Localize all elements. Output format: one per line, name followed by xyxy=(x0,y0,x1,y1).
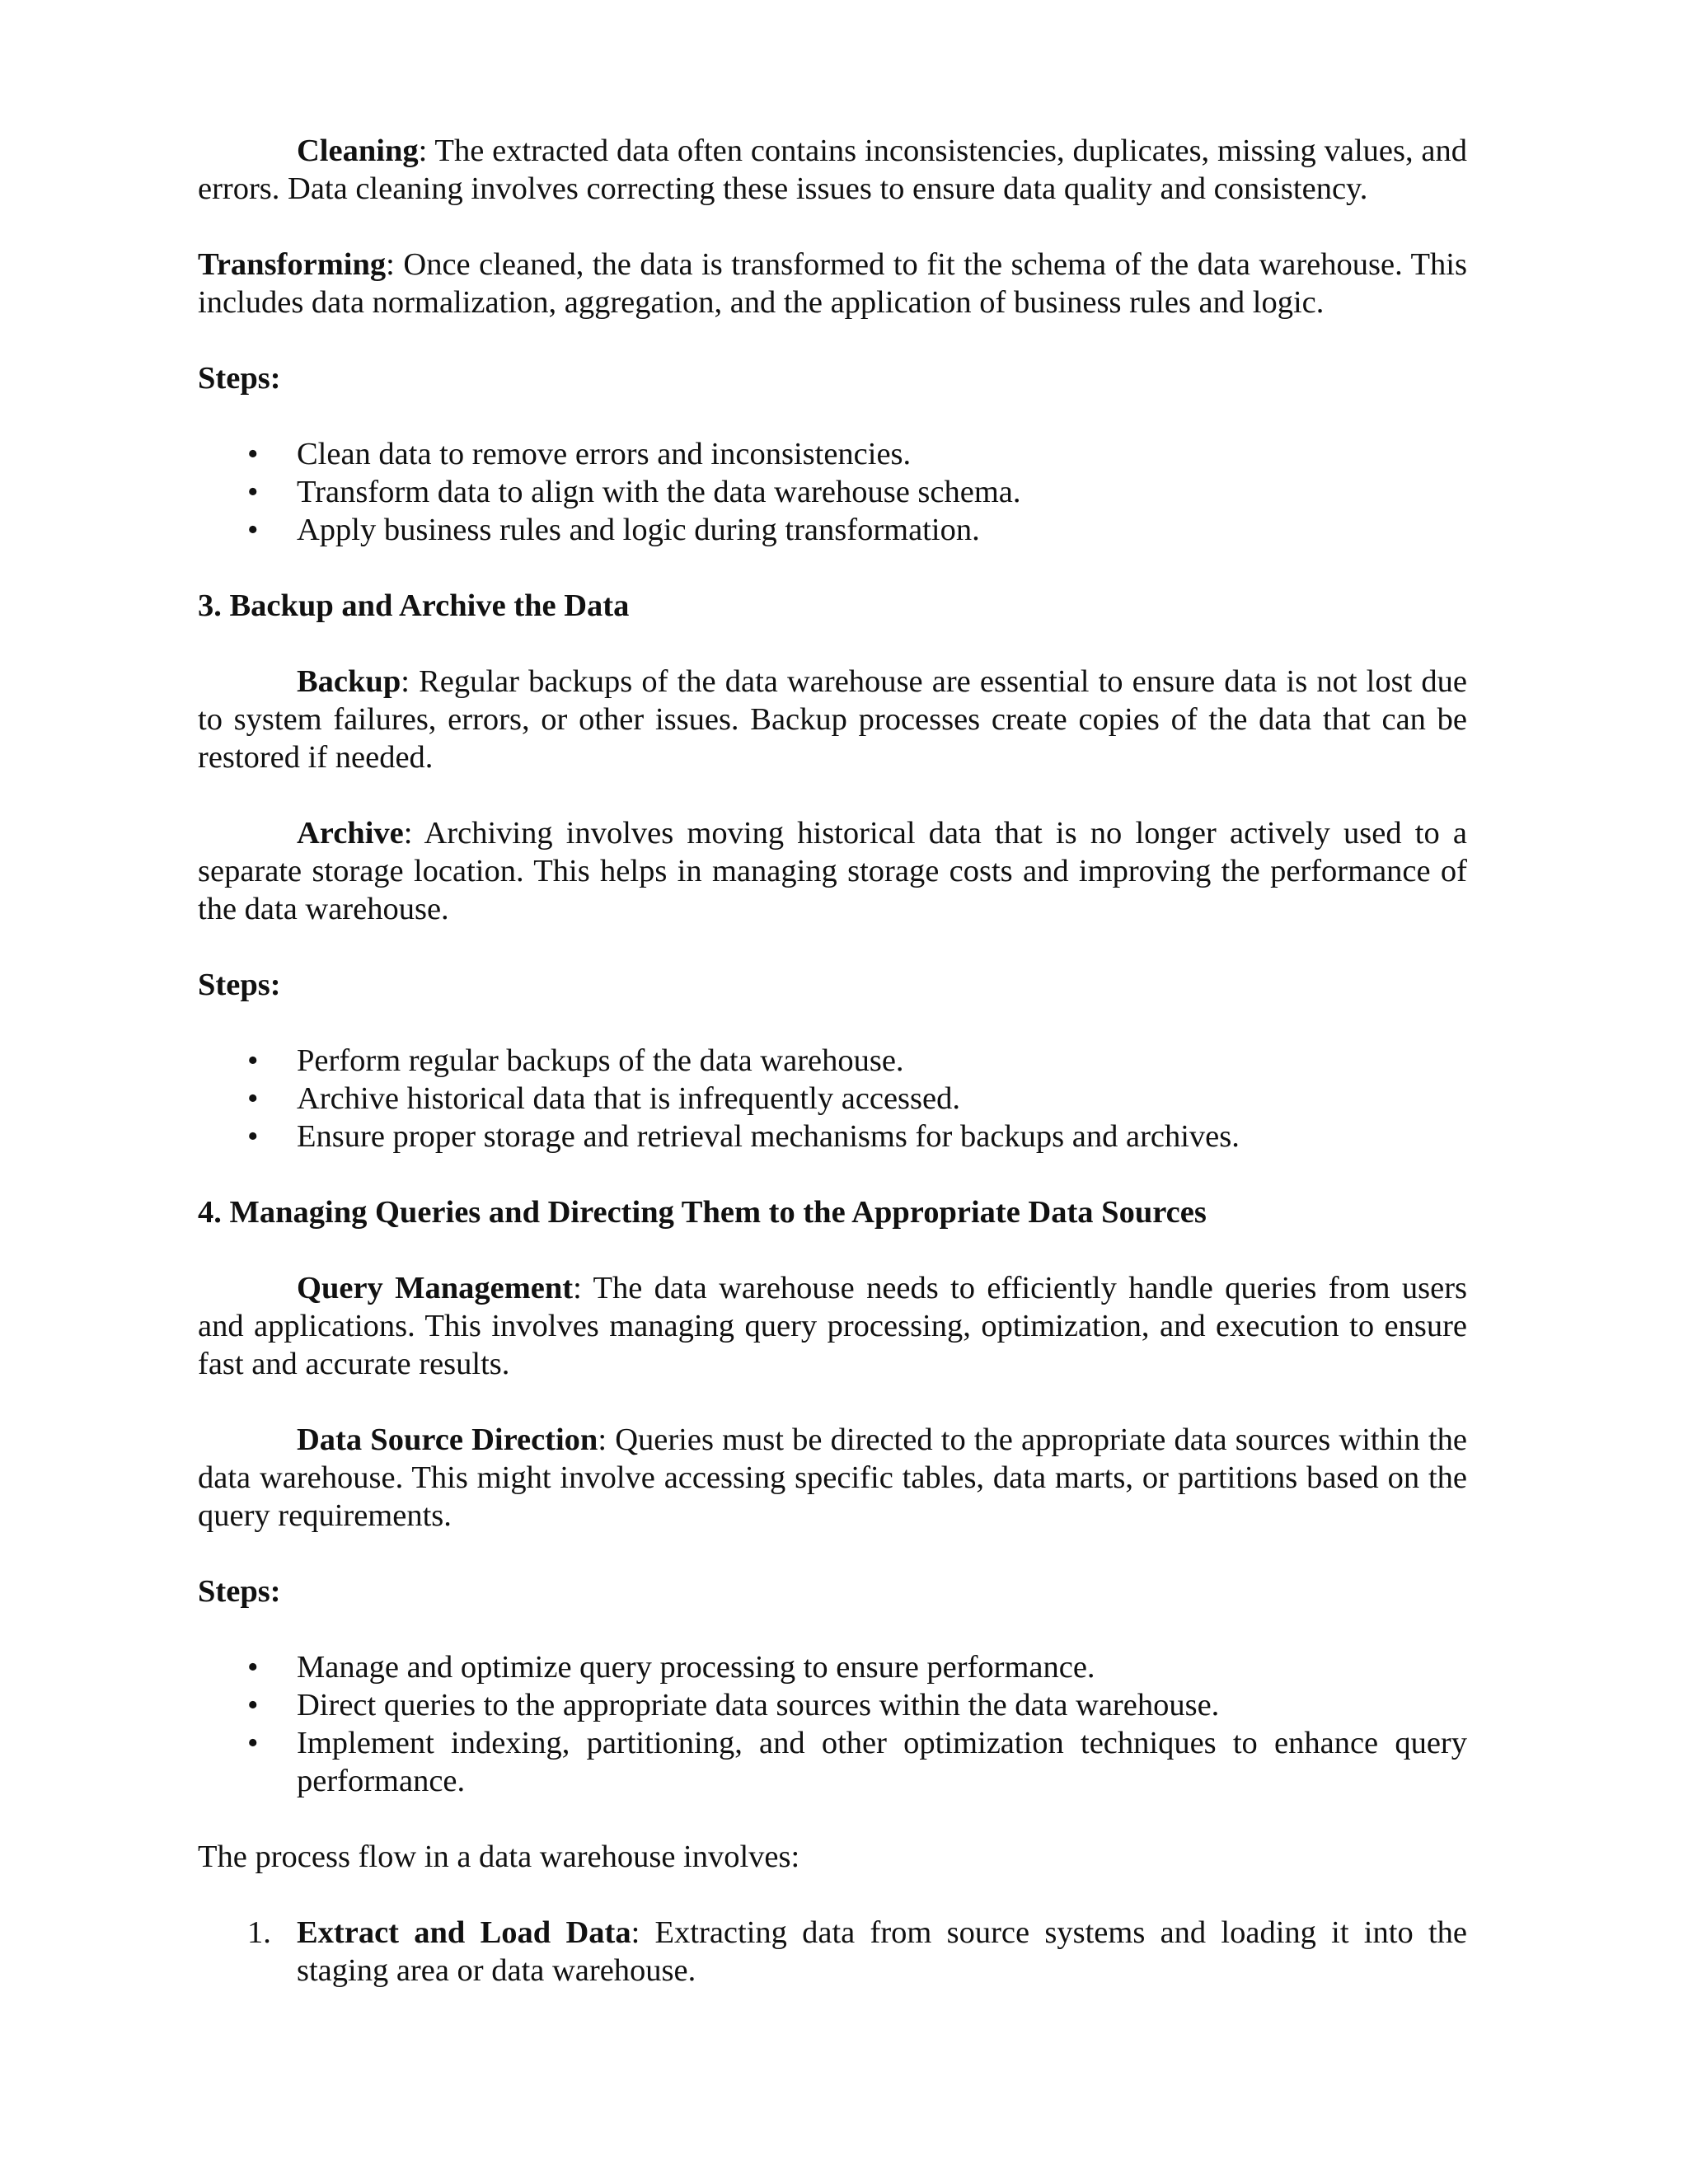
bullet-icon: • xyxy=(247,437,259,471)
bullet-icon: • xyxy=(247,1119,259,1154)
list-item: • Ensure proper storage and retrieval mechanisms for backups and archives. xyxy=(247,1119,1240,1154)
term-backup: Backup xyxy=(297,664,401,699)
list-item: • Implement indexing, partitioning, and other optimization techniques to enhance query performance. xyxy=(247,1726,1467,1798)
text-archive: : Archiving involves moving historical data that is no longer actively used to a separate storage location. This helps in managing storage costs and improving the performance of the data warehouse. xyxy=(198,816,1467,926)
list-item xyxy=(198,1914,1467,1990)
text-extract-load: : Extracting data from source systems and loading it into the staging area or data warehouse. xyxy=(297,1915,1467,1988)
document-page xyxy=(198,132,1467,2027)
term-archive: Archive xyxy=(297,816,404,851)
heading-managing-queries: 4. Managing Queries and Directing Them to the Appropriate Data Sources xyxy=(198,1195,1207,1230)
list-item: • Perform regular backups of the data warehouse. xyxy=(247,1043,904,1078)
text-transforming: : Once cleaned, the data is transformed to fit the schema of the data warehouse. This includes data normalization, aggregation, and the application of business rules and logic. xyxy=(198,247,1467,320)
steps-label-3: Steps: xyxy=(198,1574,281,1609)
list-item: • Archive historical data that is infrequently accessed. xyxy=(247,1081,960,1116)
bullet-icon: • xyxy=(247,1650,259,1685)
list-item: • Apply business rules and logic during transformation. xyxy=(247,513,980,547)
paragraph-query-management xyxy=(198,1269,1467,1383)
text-cleaning: : The extracted data often contains inconsistencies, duplicates, missing values, and errors. Data cleaning involves correcting these issues to ensure data quality and consistency. xyxy=(198,134,1467,206)
bullet-icon: • xyxy=(247,1043,259,1078)
paragraph-transforming xyxy=(198,246,1467,321)
paragraph-process-flow-intro: The process flow in a data warehouse involves: xyxy=(198,1840,800,1874)
list-number: 1. xyxy=(247,1915,271,1950)
bullet-icon: • xyxy=(247,513,259,547)
bullet-icon: • xyxy=(247,1726,259,1760)
process-flow-list xyxy=(198,1914,1467,1990)
paragraph-backup xyxy=(198,663,1467,776)
bullet-icon: • xyxy=(247,1081,259,1116)
paragraph-cleaning xyxy=(198,132,1467,208)
list-item: • Manage and optimize query processing to ensure performance. xyxy=(247,1650,1095,1685)
term-transforming: Transforming xyxy=(198,247,387,282)
term-cleaning: Cleaning xyxy=(297,134,419,168)
term-extract-load: Extract and Load Data xyxy=(297,1915,631,1950)
list-item: • Direct queries to the appropriate data sources within the data warehouse. xyxy=(247,1688,1220,1722)
text-query-management: : The data warehouse needs to efficiently handle queries from users and applications. This involves managing query processing, optimization, and execution to ensure fast and accurate results. xyxy=(198,1271,1467,1381)
text-data-source-direction: : Queries must be directed to the appropriate data sources within the data warehouse. This might involve accessing specific tables, data marts, or partitions based on the query requirements. xyxy=(198,1422,1468,1533)
steps-list-1 xyxy=(198,435,1467,549)
paragraph-archive xyxy=(198,814,1467,928)
bullet-icon: • xyxy=(247,1688,259,1722)
steps-label-1: Steps: xyxy=(198,361,281,396)
text-backup: : Regular backups of the data warehouse are essential to ensure data is not lost due to system failures, errors, or other issues. Backup processes create copies of the data that can be restored if needed. xyxy=(198,664,1467,775)
list-item: • Clean data to remove errors and inconsistencies. xyxy=(247,437,912,471)
steps-list-2 xyxy=(198,1042,1467,1155)
term-data-source-direction: Data Source Direction xyxy=(297,1422,598,1457)
bullet-icon: • xyxy=(247,475,259,509)
steps-list-3 xyxy=(198,1648,1467,1800)
term-query-management: Query Management xyxy=(297,1271,574,1305)
steps-label-2: Steps: xyxy=(198,968,281,1002)
heading-backup-archive: 3. Backup and Archive the Data xyxy=(198,588,630,623)
paragraph-data-source-direction xyxy=(198,1421,1467,1535)
list-item: • Transform data to align with the data warehouse schema. xyxy=(247,475,1021,509)
